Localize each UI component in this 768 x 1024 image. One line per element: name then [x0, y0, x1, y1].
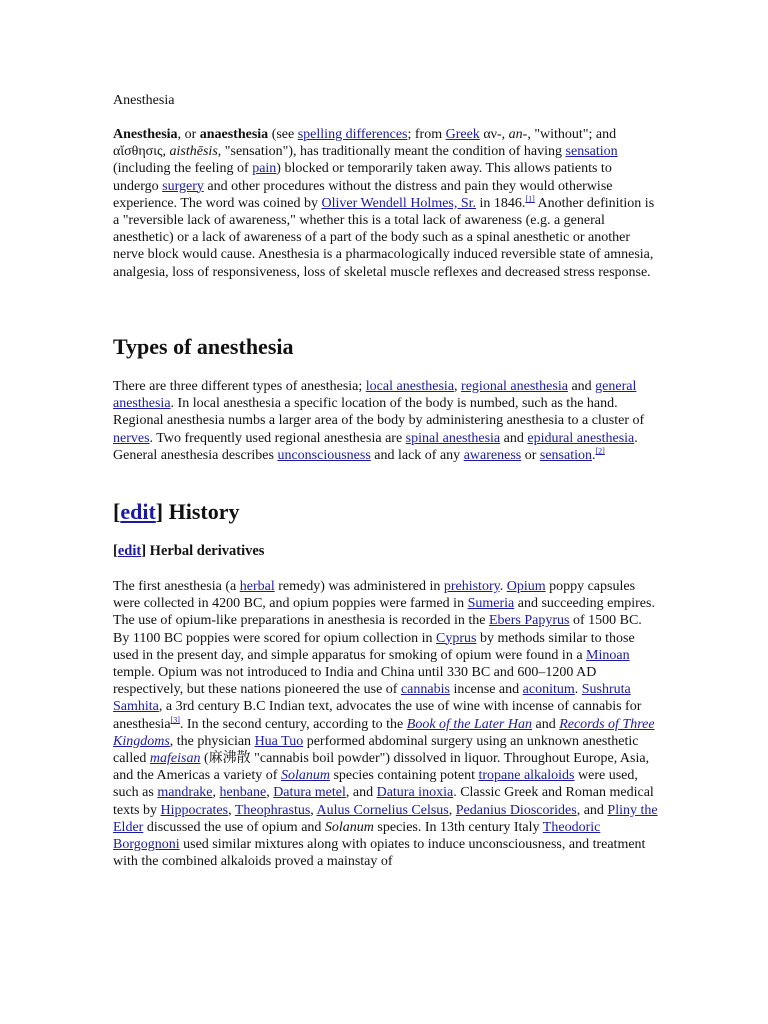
link-ebers-papyrus[interactable]: Ebers Papyrus — [488, 613, 570, 629]
link-pain[interactable]: pain — [252, 161, 277, 177]
link-aconitum[interactable]: aconitum — [522, 682, 575, 698]
heading-types-of-anesthesia: Types of anesthesia — [113, 334, 294, 359]
link-nerves[interactable]: nerves — [113, 430, 150, 446]
link-hua-tuo[interactable]: Hua Tuo — [254, 733, 304, 749]
link-sushruta-samhita[interactable]: Sushruta Samhita — [113, 682, 631, 715]
link-greek[interactable]: Greek — [445, 127, 480, 142]
herbal-paragraph: The first anesthesia (a herbal remedy) was administered in prehistory. Opium poppy capsules were collected in 4200 BC, and opium poppies were farmed in Sumeria and succeeding empires. The use of opium-like preparations in anesthesia is recorded in the Ebers Papyrus of 1500 BC. By 1100 BC poppies were scored for opium collection in Cyprus by methods similar to those used in the present day, and simple apparatus for smoking of opium were found in a Minoan temple. Opium was not introduced to India and China until 330 BC and 600–1200 AD respectively, but these nations pioneered the use of cannabis incense and aconitum. Sushruta Samhita, a 3rd century B.C Indian text, advocates the use of wine with incense of cannabis for anesthesia[3]. In the second century, according to the Book of the Later Han and Records of Three Kingdoms, the physician Hua Tuo performed abdominal surgery using an unknown anesthetic called mafeisan (麻沸散 "cannabis boil powder") dissolved in liquor. Throughout Europe, Asia, and the Americas a variety of Solanum species containing potent tropane alkaloids were used, such as mandrake, henbane, Datura metel, and Datura inoxia. Classic Greek and Roman medical texts by Hippocrates, Theophrastus, Aulus Cornelius Celsus, Pedanius Dioscorides, and Pliny the Elder discussed the use of opium and Solanum species. In 13th century Italy Theodoric Borgognoni used similar mixtures along with opiates to induce unconsciousness, and treatment with the combined alkaloids proved a mainstay of — [113, 579, 658, 870]
link-local-anesthesia[interactable]: local anesthesia — [365, 379, 455, 394]
reference-1[interactable]: [1] — [525, 194, 535, 204]
link-datura-metel[interactable]: Datura metel — [273, 785, 346, 801]
link-herbal[interactable]: herbal — [239, 579, 275, 594]
document-title: Anesthesia — [113, 93, 175, 108]
link-mandrake[interactable]: mandrake — [157, 785, 213, 801]
link-sumeria[interactable]: Sumeria — [467, 596, 515, 612]
link-tropane-alkaloids[interactable]: tropane alkaloids — [478, 768, 575, 784]
link-surgery[interactable]: surgery — [162, 178, 204, 194]
link-sensation[interactable]: sensation — [565, 144, 618, 160]
reference-2[interactable]: [2] — [595, 446, 605, 456]
link-theophrastus[interactable]: Theophrastus — [234, 802, 311, 818]
link-opium[interactable]: Opium — [506, 579, 546, 594]
term-anesthesia: Anesthesia — [113, 127, 178, 142]
link-cannabis[interactable]: cannabis — [400, 682, 450, 698]
edit-link-herbal-derivatives[interactable]: edit — [117, 543, 142, 559]
link-theodoric-borgognoni[interactable]: Theodoric Borgognoni — [113, 819, 601, 853]
link-mafeisan[interactable]: mafeisan — [149, 751, 201, 767]
link-cyprus[interactable]: Cyprus — [435, 630, 477, 646]
link-records-of-three-kingdoms[interactable]: Records of Three Kingdoms — [113, 716, 655, 749]
edit-link-history[interactable]: edit — [120, 499, 156, 524]
link-henbane[interactable]: henbane — [219, 785, 267, 801]
link-datura-inoxia[interactable]: Datura inoxia — [376, 785, 454, 801]
link-pliny-the-elder[interactable]: Pliny the Elder — [113, 802, 658, 835]
link-spinal-anesthesia[interactable]: spinal anesthesia — [405, 430, 501, 446]
heading-herbal-derivatives: [edit] Herbal derivatives — [113, 543, 265, 559]
link-spelling-differences[interactable]: spelling differences — [297, 127, 408, 142]
heading-history: [edit] History — [113, 499, 240, 524]
link-minoan[interactable]: Minoan — [586, 647, 630, 663]
link-general-anesthesia[interactable]: general anesthesia — [113, 379, 637, 412]
link-epidural-anesthesia[interactable]: epidural anesthesia — [527, 430, 635, 446]
link-prehistory[interactable]: prehistory — [443, 579, 500, 594]
link-aulus-cornelius-celsus[interactable]: Aulus Cornelius Celsus — [316, 802, 449, 818]
reference-3[interactable]: [3] — [170, 714, 180, 724]
link-book-of-later-han[interactable]: Book of the Later Han — [406, 716, 532, 732]
link-oliver-wendell-holmes[interactable]: Oliver Wendell Holmes, Sr. — [321, 195, 477, 211]
intro-paragraph: Anesthesia, or anaesthesia (see spelling differences; from Greek αν-, an-, "without"; and αἴσθησις, aisthēsis, "sensation"), has traditionally meant the condition of having sensation (including the feeling of pain) blocked or temporarily taken away. This allows patients to undergo surgery and other procedures without the distress and pain they would otherwise experience. The word was coined by Oliver Wendell Holmes, Sr. in 1846.[1] Another definition is a "reversible lack of awareness," whether this is a total lack of awareness (e.g. a general anesthetic) or a lack of awareness of a part of the body such as a spinal anesthetic or another nerve block would cause. Anesthesia is a pharmacologically induced reversible state of amnesia, analgesia, loss of responsiveness, loss of skeletal muscle reflexes and decreased stress response. — [113, 127, 655, 280]
link-awareness[interactable]: awareness — [463, 447, 522, 463]
link-hippocrates[interactable]: Hippocrates — [160, 802, 229, 818]
types-paragraph: There are three different types of anesthesia; local anesthesia, regional anesthesia and general anesthesia. In local anesthesia a specific location of the body is numbed, such as the hand. Regional anesthesia numbs a larger area of the body by administering anesthesia to a cluster of nerves. Two frequently used regional anesthesia are spinal anesthesia and epidural anesthesia. General anesthesia describes unconsciousness and lack of any awareness or sensation.[2] — [113, 379, 645, 463]
link-solanum[interactable]: Solanum — [280, 768, 330, 784]
term-anaesthesia: anaesthesia — [199, 127, 269, 142]
link-regional-anesthesia[interactable]: regional anesthesia — [461, 379, 568, 394]
link-sensation-2[interactable]: sensation — [539, 447, 592, 463]
link-unconsciousness[interactable]: unconsciousness — [277, 447, 371, 463]
link-pedanius-dioscorides[interactable]: Pedanius Dioscorides — [455, 802, 577, 818]
